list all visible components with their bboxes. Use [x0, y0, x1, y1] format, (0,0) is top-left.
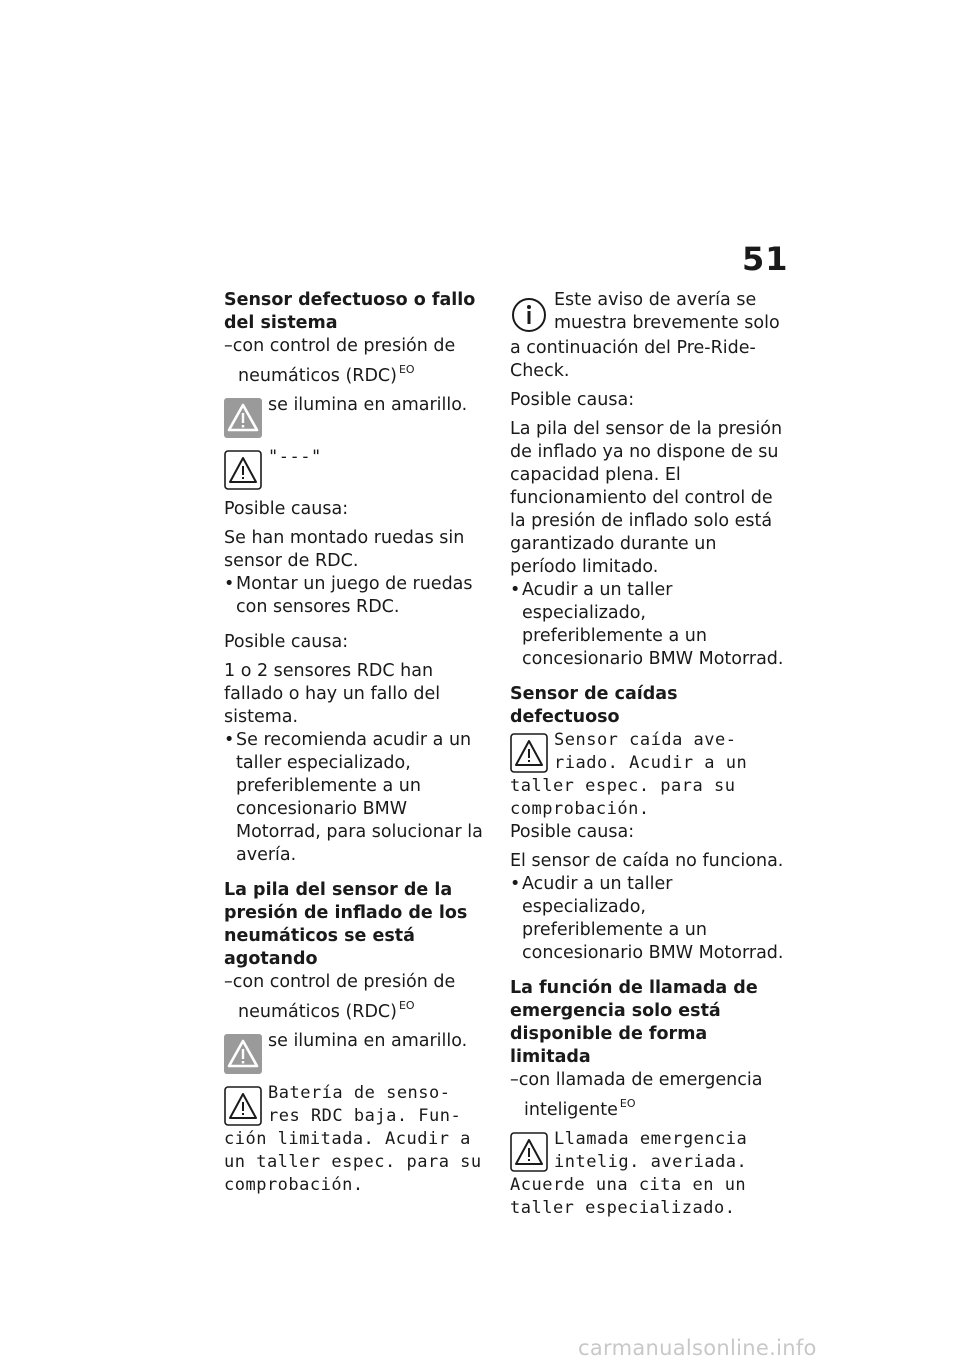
info-text-line: Este aviso de avería se — [554, 290, 757, 310]
cause-text: El sensor de caída no funciona. — [510, 851, 784, 871]
display-message-line: ción limitada. Acudir a — [224, 1129, 471, 1149]
display-message-line: comprobación. — [224, 1175, 364, 1195]
action-bullet: •Acudir a un taller especializado, preferiblemente a un concesionario BMW Motorrad. — [510, 874, 784, 963]
section-heading: La pila del sensor de la presión de inflado de los neumáticos se está agotando — [224, 880, 468, 969]
info-text-line: muestra brevemente solo — [554, 313, 780, 333]
display-row — [510, 729, 785, 821]
page-number: 51 — [742, 240, 789, 278]
section-heading: La función de llamada de emergencia solo está disponible de forma limitada — [510, 978, 758, 1067]
warning-light-icon — [224, 398, 262, 438]
display-row — [224, 446, 496, 492]
display-message-line: res RDC baja. Fun- — [268, 1106, 462, 1126]
cause-label: Posible causa: — [510, 390, 635, 410]
display-row — [510, 1128, 785, 1220]
info-icon — [510, 295, 548, 335]
display-message-line: Llamada emergencia — [554, 1129, 748, 1149]
cause-text: La pila del sensor de la presión de inflado ya no dispone de su capacidad plena. El funcionamiento del control de la presión de inflado solo está garantizado durante un período limitado. — [510, 419, 783, 577]
warning-text: se ilumina en amarillo. — [268, 1031, 468, 1051]
left-column — [224, 289, 496, 1197]
condition-item: –con llamada de emergencia inteligente $^{EO}$ — [510, 1070, 763, 1120]
display-message-line: Sensor caída ave- — [554, 730, 737, 750]
info-row — [510, 289, 785, 383]
action-bullet: •Se recomienda acudir a un taller especializado, preferiblemente a un concesionario BMW Motorrad, para solucionar la avería. — [224, 730, 483, 865]
display-message-line: un taller espec. para su — [224, 1152, 482, 1172]
display-message: "---" — [268, 447, 322, 467]
warning-display-icon — [510, 733, 548, 773]
warning-light-icon — [224, 1034, 262, 1074]
warning-display-icon — [510, 1132, 548, 1172]
display-row — [224, 1082, 496, 1197]
display-message-line: comprobación. — [510, 799, 650, 819]
display-message-line: Batería de senso- — [268, 1083, 451, 1103]
warning-display-icon — [224, 1086, 262, 1126]
condition-item: –con control de presión de neumáticos (RDC) $^{EO}$ — [224, 972, 456, 1022]
info-text-line: a continuación del Pre-Ride-Check. — [510, 338, 756, 381]
display-message-line: Acuerde una cita en un — [510, 1175, 747, 1195]
warning-row — [224, 1030, 496, 1076]
cause-label: Posible causa: — [510, 822, 635, 842]
cause-text: Se han montado ruedas sin sensor de RDC. — [224, 528, 465, 571]
display-message-line: taller espec. para su — [510, 776, 736, 796]
warning-display-icon — [224, 450, 262, 490]
section-heading: Sensor de caídas defectuoso — [510, 684, 678, 727]
section-heading: Sensor defectuoso o fallo del sistema — [224, 290, 476, 333]
right-column — [510, 289, 785, 1220]
warning-text: se ilumina en amarillo. — [268, 395, 468, 415]
display-message-line: intelig. averiada. — [554, 1152, 748, 1172]
action-bullet: •Montar un juego de ruedas con sensores RDC. — [224, 574, 473, 617]
cause-text: 1 o 2 sensores RDC han fallado o hay un fallo del sistema. — [224, 661, 441, 727]
cause-label: Posible causa: — [224, 499, 349, 519]
warning-row — [224, 394, 496, 440]
display-message-line: riado. Acudir a un — [554, 753, 748, 773]
condition-item: –con control de presión de neumáticos (RDC) $^{EO}$ — [224, 336, 456, 386]
watermark: carmanualsonline.info — [578, 1336, 817, 1360]
display-message-line: taller especializado. — [510, 1198, 736, 1218]
cause-label: Posible causa: — [224, 632, 349, 652]
action-bullet: •Acudir a un taller especializado, preferiblemente a un concesionario BMW Motorrad. — [510, 580, 784, 669]
